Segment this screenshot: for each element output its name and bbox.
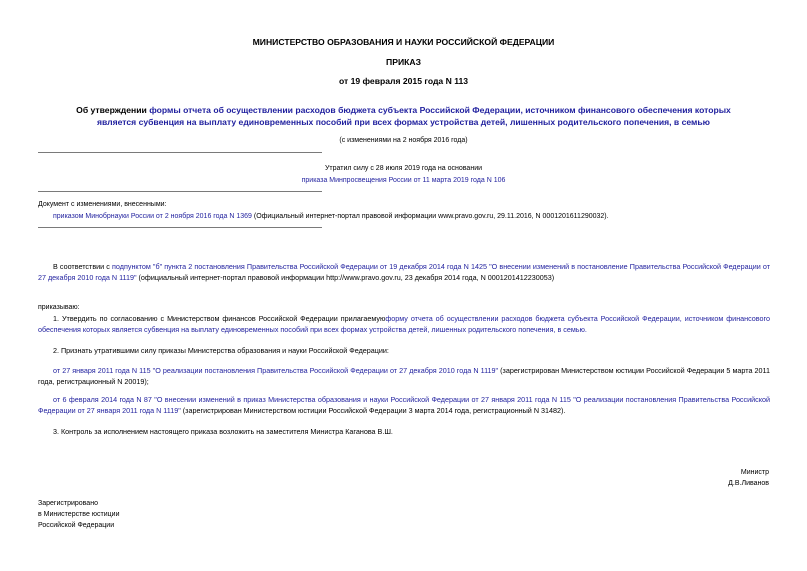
repeal-order-link[interactable]: приказа Минпросвещения России от 11 марта 2019 года N 106 xyxy=(301,177,506,184)
order-115-link[interactable]: от 27 января 2011 года N 115 "О реализации постановления Правительства Российской Федерации от 27 декабря 2010 года N 1119" xyxy=(53,366,499,375)
document-type: ПРИКАЗ xyxy=(386,57,421,67)
registration-line-1: Зарегистрировано xyxy=(38,500,98,507)
registration-line-2: в Министерстве юстиции xyxy=(38,511,120,518)
preamble-paragraph xyxy=(38,261,770,283)
date-number: от 19 февраля 2015 года N 113 xyxy=(338,76,469,86)
amended-doc-info xyxy=(53,211,773,222)
repealed-order-2 xyxy=(38,394,770,416)
item-2-paragraph: 2. Признать утратившими силу приказы Министерства образования и науки Российской Федерации: xyxy=(53,346,389,355)
divider-line xyxy=(38,152,322,153)
amended-doc-source: (Официальный интернет-портал правовой информации www.pravo.gov.ru, 29.11.2016, N 0001201611290032). xyxy=(251,213,609,220)
order-word: приказываю: xyxy=(38,304,80,311)
registration-line-3: Российской Федерации xyxy=(38,522,115,529)
document-title xyxy=(70,104,737,128)
report-form-link[interactable]: форму отчета об осуществлении расходов бюджета субъекта Российской Федерации, источником финансового обеспечения которых является субвенция на выплату единовременных пособий при всех формах устройства детей, лишенных родительского попечения, в семью. xyxy=(38,314,770,334)
government-decree-link[interactable]: подпунктом "б" пункта 2 постановления Правительства Российской Федерации от 19 декабря 2014 года N 1425 "О внесении изменений в постановление Правительства Российской Федерации от 27 декабря 2010 года N 1119" xyxy=(38,262,771,282)
divider-line xyxy=(38,191,322,192)
signature-name: Д.В.Ливанов xyxy=(728,480,769,487)
order-87-registration: (зарегистрирован Министерством юстиции Российской Федерации 3 марта 2014 года, регистрационный N 31482). xyxy=(180,406,566,415)
repeal-status: Утратил силу с 28 июля 2019 года на основании xyxy=(324,165,483,172)
amending-order-link[interactable]: приказом Минобрнауки России от 2 ноября 2016 года N 1369 xyxy=(53,213,252,220)
item-1-text: 1. Утвердить по согласованию с Министерством финансов Российской Федерации прилагаемую xyxy=(53,314,386,323)
repealed-order-1 xyxy=(38,365,770,387)
preamble-source: (официальный интернет-портал правовой информации http://www.pravo.gov.ru, 23 декабря 2014 года, N 0001201412230053) xyxy=(136,273,555,282)
preamble-text: В соответствии с xyxy=(53,262,113,271)
divider-line xyxy=(38,227,322,228)
title-form-link[interactable]: формы отчета об осуществлении расходов бюджета субъекта Российской Федерации, источником финансового обеспечения которых является субвенция на выплату единовременных пособий при всех формах устройства детей, лишенных родительского попечения, в семью xyxy=(96,105,731,127)
order-115-registration: (зарегистрирован Министерством юстиции Российской Федерации 5 марта 2011 года, регистрационный N 20019); xyxy=(38,366,770,386)
order-87-link[interactable]: от 6 февраля 2014 года N 87 "О внесении изменений в приказ Министерства образования и науки Российской Федерации от 27 января 2011 года N 115 "О реализации постановления Правительства Российской Федерации от 27 января 2011 года N 1119" xyxy=(38,395,770,415)
item-3-paragraph: 3. Контроль за исполнением настоящего приказа возложить на заместителя Министра Каганова В.Ш. xyxy=(53,427,393,436)
item-1-paragraph xyxy=(38,313,770,335)
amendments-note: (с изменениями на 2 ноября 2016 года) xyxy=(339,137,468,144)
ministry-heading: МИНИСТЕРСТВО ОБРАЗОВАНИЯ И НАУКИ РОССИЙСКОЙ ФЕДЕРАЦИИ xyxy=(252,37,555,47)
signature-position: Министр xyxy=(740,469,769,476)
amended-doc-label: Документ с изменениями, внесенными: xyxy=(38,201,167,208)
title-prefix: Об утверждении xyxy=(76,105,150,115)
